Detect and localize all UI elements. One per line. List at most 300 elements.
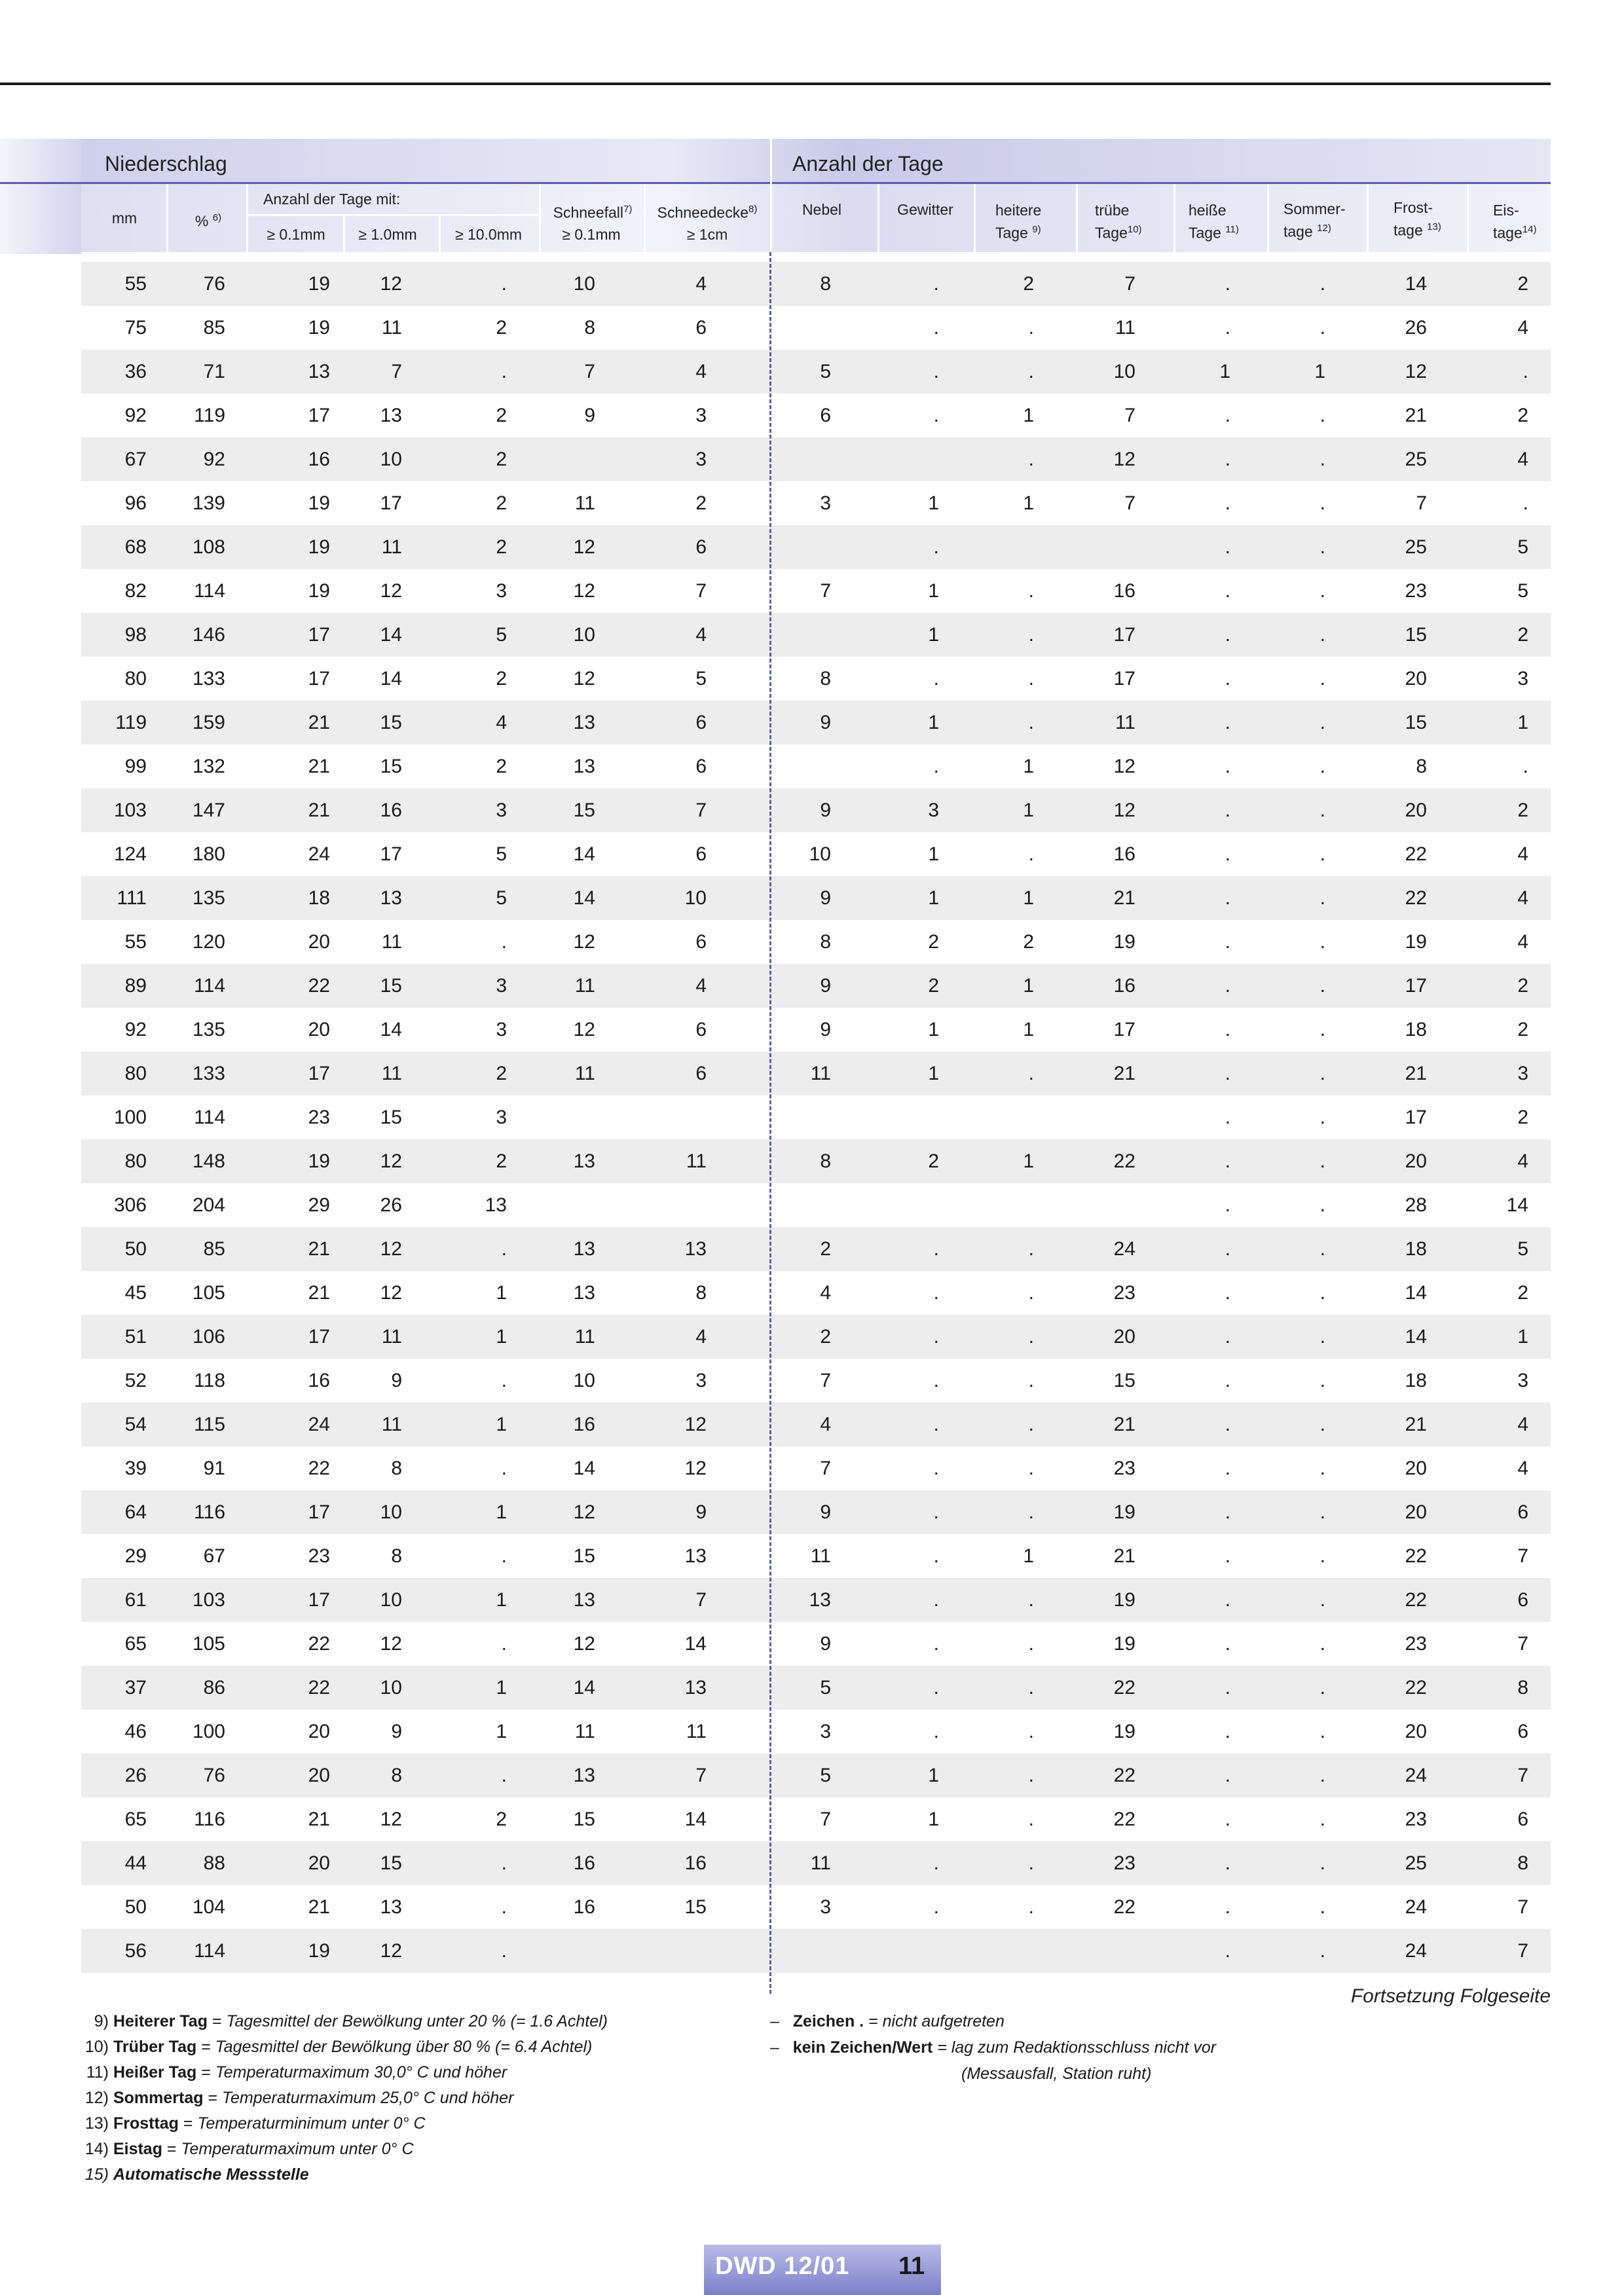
- table-cell: 15: [684, 1896, 707, 1918]
- table-cell: .: [933, 1589, 939, 1611]
- table-cell: 4: [1517, 317, 1528, 339]
- table-cell: 1: [928, 1063, 939, 1084]
- table-cell: 11: [381, 536, 402, 558]
- table-cell: .: [1320, 492, 1325, 514]
- table-cell: .: [933, 1326, 939, 1348]
- legend-item: (Messausfall, Station ruht): [961, 2065, 1152, 2083]
- table-cell: 76: [203, 273, 225, 295]
- table-cell: 4: [1517, 931, 1528, 953]
- table-cell: 46: [124, 1721, 147, 1742]
- page-number: 11: [898, 2252, 925, 2280]
- table-cell: .: [1320, 1326, 1325, 1348]
- table-cell: 22: [308, 1458, 330, 1479]
- table-cell: 11: [574, 1326, 595, 1348]
- table-row: [81, 306, 1551, 350]
- table-cell: 25: [1405, 1852, 1427, 1874]
- table-cell: 7: [820, 580, 831, 602]
- table-cell: .: [1225, 799, 1230, 821]
- table-cell: .: [1320, 1238, 1325, 1260]
- table-cell: 50: [124, 1896, 147, 1918]
- table-cell: 12: [1113, 449, 1135, 470]
- table-cell: 25: [1405, 449, 1427, 470]
- table-cell: 11: [381, 1414, 402, 1435]
- table-cell: [628, 1929, 707, 1973]
- table-cell: .: [1320, 1721, 1325, 1742]
- table-cell: .: [1225, 1721, 1230, 1742]
- table-cell: 10: [1113, 361, 1135, 382]
- table-cell: 12: [573, 1019, 595, 1040]
- table-cell: 55: [124, 273, 147, 295]
- table-cell: 3: [1517, 1370, 1528, 1391]
- table-cell: 2: [820, 1326, 831, 1348]
- col-ge-10-0mm: ≥ 10.0mm: [454, 226, 523, 243]
- table-cell: .: [1225, 931, 1230, 953]
- table-cell: .: [1225, 536, 1230, 558]
- table-cell: 15: [1113, 1370, 1135, 1391]
- table-cell: 25: [1405, 536, 1427, 558]
- table-cell: 13: [573, 1150, 595, 1172]
- table-cell: .: [933, 1238, 939, 1260]
- table-cell: 133: [192, 1063, 225, 1084]
- footnote: 12) Sommertag = Temperaturmaximum 25,0° C und höher: [84, 2089, 514, 2107]
- table-row: [81, 1183, 1551, 1227]
- table-cell: 18: [1405, 1019, 1427, 1040]
- table-cell: 14: [1405, 1326, 1427, 1348]
- table-cell: 14: [1405, 1282, 1427, 1304]
- table-cell: 114: [194, 1940, 225, 1962]
- table-cell: 1: [1023, 756, 1034, 777]
- table-row: [81, 876, 1551, 920]
- table-cell: 1: [496, 1721, 507, 1742]
- table-cell: 14: [573, 1458, 595, 1479]
- table-cell: 20: [308, 1019, 330, 1040]
- table-cell: 13: [573, 1238, 595, 1260]
- table-cell: .: [933, 317, 939, 339]
- table-cell: 1: [928, 1019, 939, 1040]
- table-cell: 7: [1517, 1545, 1528, 1567]
- header-sep: [1076, 184, 1078, 252]
- table-cell: 14: [1506, 1194, 1528, 1216]
- header-sep: [439, 214, 441, 252]
- table-cell: 2: [496, 1808, 507, 1830]
- table-cell: [955, 525, 1034, 569]
- table-cell: [860, 1929, 939, 1973]
- table-cell: 1: [928, 1808, 939, 1830]
- table-cell: 3: [1517, 1063, 1528, 1084]
- table-cell: 20: [308, 931, 330, 953]
- table-cell: .: [1225, 624, 1230, 646]
- table-cell: 18: [308, 887, 330, 909]
- table-cell: 2: [928, 931, 939, 953]
- table-cell: 10: [380, 449, 402, 470]
- table-cell: 17: [308, 624, 330, 646]
- table-cell: 3: [928, 799, 939, 821]
- table-cell: 22: [308, 1633, 330, 1655]
- table-cell: 5: [820, 361, 831, 382]
- table-cell: 17: [308, 1589, 330, 1611]
- table-cell: 11: [381, 317, 402, 339]
- table-cell: [860, 1095, 939, 1139]
- table-cell: 8: [1517, 1677, 1528, 1698]
- table-cell: .: [1225, 843, 1230, 865]
- table-cell: [628, 1095, 707, 1139]
- table-cell: 19: [308, 580, 330, 602]
- table-cell: 20: [1405, 1721, 1427, 1742]
- table-row: [81, 964, 1551, 1008]
- header-sep: [974, 184, 976, 252]
- table-cell: 36: [124, 361, 147, 382]
- table-cell: .: [1522, 361, 1528, 382]
- table-cell: 9: [820, 1633, 831, 1655]
- table-cell: 13: [380, 405, 402, 426]
- table-cell: .: [1225, 1150, 1230, 1172]
- table-cell: 11: [574, 1721, 595, 1742]
- table-cell: 5: [820, 1765, 831, 1786]
- col-sommertage: Sommer- tage $^{12)}$: [1283, 200, 1346, 240]
- table-cell: 118: [194, 1370, 225, 1391]
- table-cell: 8: [584, 317, 595, 339]
- table-cell: .: [1320, 405, 1325, 426]
- table-cell: 1: [1219, 361, 1230, 382]
- table-row: [81, 744, 1551, 788]
- legend-item: – Zeichen . = nicht aufgetreten: [770, 2012, 1005, 2030]
- table-cell: 14: [380, 624, 402, 646]
- table-row: [81, 920, 1551, 964]
- table-cell: 132: [192, 756, 225, 777]
- table-cell: 15: [1405, 712, 1427, 733]
- table-cell: .: [501, 1896, 507, 1918]
- table-cell: 28: [1405, 1194, 1427, 1216]
- table-cell: 19: [1113, 1721, 1135, 1742]
- table-row: [81, 1578, 1551, 1622]
- table-cell: .: [1028, 1238, 1034, 1260]
- table-cell: 19: [1113, 1589, 1135, 1611]
- table-cell: 16: [684, 1852, 707, 1874]
- table-cell: 88: [203, 1852, 225, 1874]
- table-cell: 11: [381, 931, 402, 953]
- table-cell: 147: [192, 799, 225, 821]
- table-row: [81, 1841, 1551, 1885]
- table-cell: .: [1225, 1765, 1230, 1786]
- table-cell: .: [933, 1677, 939, 1698]
- table-cell: 21: [308, 799, 330, 821]
- table-row: [81, 1885, 1551, 1929]
- issue-label: DWD 12/01: [715, 2252, 850, 2280]
- table-cell: 12: [380, 1808, 402, 1830]
- table-cell: .: [1028, 1721, 1034, 1742]
- table-cell: [752, 525, 831, 569]
- col-truebe-tage: trübe Tage$^{10)}$: [1095, 202, 1142, 242]
- table-cell: 21: [1405, 1414, 1427, 1435]
- table-cell: 2: [1023, 273, 1034, 295]
- table-cell: 61: [124, 1589, 147, 1611]
- table-cell: 135: [192, 887, 225, 909]
- table-cell: 22: [1405, 1545, 1427, 1567]
- table-cell: 8: [695, 1282, 707, 1304]
- table-cell: .: [933, 1545, 939, 1567]
- table-cell: 4: [695, 624, 707, 646]
- table-cell: 8: [820, 668, 831, 689]
- legend-item: – kein Zeichen/Wert = lag zum Redaktionsschluss nicht vor: [770, 2038, 1217, 2057]
- table-cell: 17: [308, 1063, 330, 1084]
- table-cell: .: [1225, 1370, 1230, 1391]
- table-cell: 22: [1113, 1896, 1135, 1918]
- table-cell: 89: [124, 975, 147, 997]
- table-cell: [1057, 1095, 1135, 1139]
- table-cell: 1: [496, 1326, 507, 1348]
- table-cell: 5: [695, 668, 707, 689]
- table-cell: .: [933, 1282, 939, 1304]
- table-cell: 4: [1517, 843, 1528, 865]
- table-cell: 92: [124, 1019, 147, 1040]
- table-cell: 4: [496, 712, 507, 733]
- table-row: [81, 788, 1551, 832]
- table-cell: 17: [1405, 975, 1427, 997]
- table-cell: 2: [1023, 931, 1034, 953]
- table-cell: 1: [928, 1765, 939, 1786]
- table-cell: 12: [573, 580, 595, 602]
- table-cell: 23: [1405, 580, 1427, 602]
- table-cell: 2: [1517, 624, 1528, 646]
- table-row: [81, 1271, 1551, 1315]
- table-cell: .: [933, 536, 939, 558]
- table-row: [81, 1622, 1551, 1666]
- table-cell: 2: [496, 492, 507, 514]
- table-cell: 15: [380, 975, 402, 997]
- table-cell: 22: [1113, 1808, 1135, 1830]
- table-cell: .: [1028, 1852, 1034, 1874]
- header-sep: [343, 214, 345, 252]
- table-cell: .: [501, 1545, 507, 1567]
- table-cell: 1: [928, 492, 939, 514]
- table-cell: .: [1320, 1808, 1325, 1830]
- table-cell: .: [933, 1458, 939, 1479]
- table-row: [81, 1227, 1551, 1271]
- table-cell: 4: [695, 1326, 707, 1348]
- table-cell: .: [1225, 1677, 1230, 1698]
- table-cell: 80: [124, 668, 147, 689]
- table-cell: 20: [308, 1721, 330, 1742]
- table-cell: .: [933, 756, 939, 777]
- table-cell: .: [1320, 1414, 1325, 1435]
- table-cell: [752, 306, 831, 350]
- table-cell: .: [1225, 1852, 1230, 1874]
- table-cell: 148: [192, 1150, 225, 1172]
- table-cell: 114: [194, 1107, 225, 1128]
- table-cell: 21: [308, 1896, 330, 1918]
- table-cell: 106: [192, 1326, 225, 1348]
- table-cell: 7: [820, 1370, 831, 1391]
- col-schneedecke-sub: ≥ 1cm: [686, 226, 728, 243]
- table-cell: 13: [573, 712, 595, 733]
- table-cell: 1: [1023, 799, 1034, 821]
- table-cell: [955, 1929, 1034, 1973]
- table-cell: 4: [820, 1282, 831, 1304]
- table-row: [81, 1666, 1551, 1710]
- table-row: [81, 1052, 1551, 1095]
- table-cell: 7: [695, 580, 707, 602]
- table-cell: 17: [308, 1501, 330, 1523]
- table-row: [81, 657, 1551, 701]
- table-cell: 11: [381, 1063, 402, 1084]
- table-cell: 24: [1113, 1238, 1135, 1260]
- col-frosttage: Frost- tage $^{13)}$: [1393, 199, 1441, 239]
- table-row: [81, 394, 1551, 437]
- table-cell: .: [1028, 361, 1034, 382]
- table-cell: .: [1225, 975, 1230, 997]
- table-cell: 17: [380, 492, 402, 514]
- table-cell: [628, 1183, 707, 1227]
- table-cell: .: [1028, 1063, 1034, 1084]
- table-cell: 9: [391, 1370, 402, 1391]
- table-cell: .: [1225, 1238, 1230, 1260]
- table-cell: 2: [928, 975, 939, 997]
- table-cell: 22: [308, 1677, 330, 1698]
- table-cell: 7: [1124, 405, 1135, 426]
- table-cell: .: [1225, 1940, 1230, 1962]
- table-cell: 8: [820, 931, 831, 953]
- table-cell: .: [1320, 317, 1325, 339]
- header-anzahl-der-tage: Anzahl der Tage: [792, 152, 944, 175]
- table-cell: 18: [1405, 1238, 1427, 1260]
- table-cell: 11: [574, 1063, 595, 1084]
- footnote: 9) Heiterer Tag = Tagesmittel der Bewölkung unter 20 % (= 1.6 Achtel): [94, 2012, 608, 2030]
- table-cell: 7: [695, 1589, 707, 1611]
- footnote: 14) Eistag = Temperaturmaximum unter 0° C: [84, 2140, 414, 2158]
- table-cell: 105: [192, 1282, 225, 1304]
- table-cell: 16: [573, 1414, 595, 1435]
- table-cell: 7: [391, 361, 402, 382]
- table-cell: 3: [695, 1370, 707, 1391]
- table-cell: .: [1320, 1150, 1325, 1172]
- table-cell: 24: [308, 843, 330, 865]
- table-cell: 13: [573, 1589, 595, 1611]
- table-cell: 7: [1124, 273, 1135, 295]
- table-cell: [955, 1095, 1034, 1139]
- table-cell: 13: [380, 887, 402, 909]
- header-sep: [246, 214, 539, 216]
- table-cell: 99: [124, 756, 147, 777]
- table-cell: 2: [496, 449, 507, 470]
- table-cell: 23: [1113, 1852, 1135, 1874]
- table-cell: 2: [496, 756, 507, 777]
- table-cell: 20: [1405, 799, 1427, 821]
- table-cell: 100: [113, 1107, 147, 1128]
- table-cell: 8: [391, 1458, 402, 1479]
- table-cell: 12: [380, 1940, 402, 1962]
- table-cell: 24: [1405, 1940, 1427, 1962]
- table-cell: 17: [1113, 1019, 1135, 1040]
- table-cell: 20: [1405, 668, 1427, 689]
- table-cell: 14: [573, 887, 595, 909]
- table-cell: 65: [124, 1808, 147, 1830]
- table-cell: .: [1320, 1633, 1325, 1655]
- table-cell: .: [1225, 405, 1230, 426]
- table-cell: [517, 437, 595, 481]
- table-cell: 3: [496, 580, 507, 602]
- table-row: [81, 1359, 1551, 1403]
- table-cell: 68: [124, 536, 147, 558]
- table-cell: 11: [810, 1545, 831, 1567]
- table-cell: 21: [308, 712, 330, 733]
- table-cell: 6: [1517, 1721, 1528, 1742]
- table-row: [81, 481, 1551, 525]
- table-cell: .: [1320, 1458, 1325, 1479]
- table-cell: 29: [124, 1545, 147, 1567]
- table-cell: .: [933, 1370, 939, 1391]
- table-cell: 7: [695, 799, 707, 821]
- table-row: [81, 1139, 1551, 1183]
- table-cell: .: [501, 361, 507, 382]
- table-cell: 86: [203, 1677, 225, 1698]
- table-cell: 111: [117, 887, 147, 909]
- table-cell: .: [1320, 712, 1325, 733]
- header-sep: [1367, 184, 1369, 252]
- table-cell: 19: [308, 492, 330, 514]
- table-cell: 15: [573, 799, 595, 821]
- table-cell: .: [1320, 668, 1325, 689]
- table-cell: 15: [380, 712, 402, 733]
- col-heitere-tage: heitere Tage $^{9)}$: [995, 202, 1042, 242]
- table-cell: 11: [1115, 712, 1135, 733]
- table-cell: 17: [1113, 624, 1135, 646]
- table-cell: 1: [928, 624, 939, 646]
- table-row: [81, 525, 1551, 569]
- table-cell: .: [1028, 1414, 1034, 1435]
- table-cell: 13: [573, 1765, 595, 1786]
- table-cell: [752, 744, 831, 788]
- table-cell: .: [1225, 1633, 1230, 1655]
- table-cell: 1: [1023, 1545, 1034, 1567]
- table-cell: 5: [820, 1677, 831, 1698]
- table-cell: .: [1225, 1414, 1230, 1435]
- table-cell: 105: [192, 1633, 225, 1655]
- table-cell: .: [1522, 756, 1528, 777]
- table-cell: 11: [686, 1150, 707, 1172]
- table-cell: 4: [695, 273, 707, 295]
- table-cell: 2: [820, 1238, 831, 1260]
- col-schneefall-sub: ≥ 0.1mm: [562, 226, 621, 243]
- table-row: [81, 262, 1551, 306]
- table-cell: .: [933, 405, 939, 426]
- table-cell: 1: [928, 887, 939, 909]
- table-cell: 10: [573, 1370, 595, 1391]
- table-row: [81, 701, 1551, 744]
- table-cell: 22: [1113, 1150, 1135, 1172]
- table-cell: 8: [1416, 756, 1427, 777]
- table-cell: .: [1028, 624, 1034, 646]
- table-cell: 13: [684, 1238, 707, 1260]
- table-cell: 21: [1113, 1063, 1135, 1084]
- table-cell: .: [1320, 536, 1325, 558]
- table-cell: .: [501, 1238, 507, 1260]
- table-cell: 8: [1517, 1852, 1528, 1874]
- table-cell: 80: [124, 1150, 147, 1172]
- table-cell: 1: [1023, 405, 1034, 426]
- table-cell: 14: [380, 1019, 402, 1040]
- table-cell: .: [1225, 273, 1230, 295]
- table-cell: .: [1320, 931, 1325, 953]
- table-cell: 204: [192, 1194, 225, 1216]
- table-cell: 7: [584, 361, 595, 382]
- table-cell: 119: [194, 405, 225, 426]
- table-cell: 19: [1113, 1501, 1135, 1523]
- table-cell: 82: [124, 580, 147, 602]
- table-cell: 115: [194, 1414, 225, 1435]
- table-cell: 120: [192, 931, 225, 953]
- table-cell: 4: [695, 361, 707, 382]
- table-cell: 18: [1405, 1370, 1427, 1391]
